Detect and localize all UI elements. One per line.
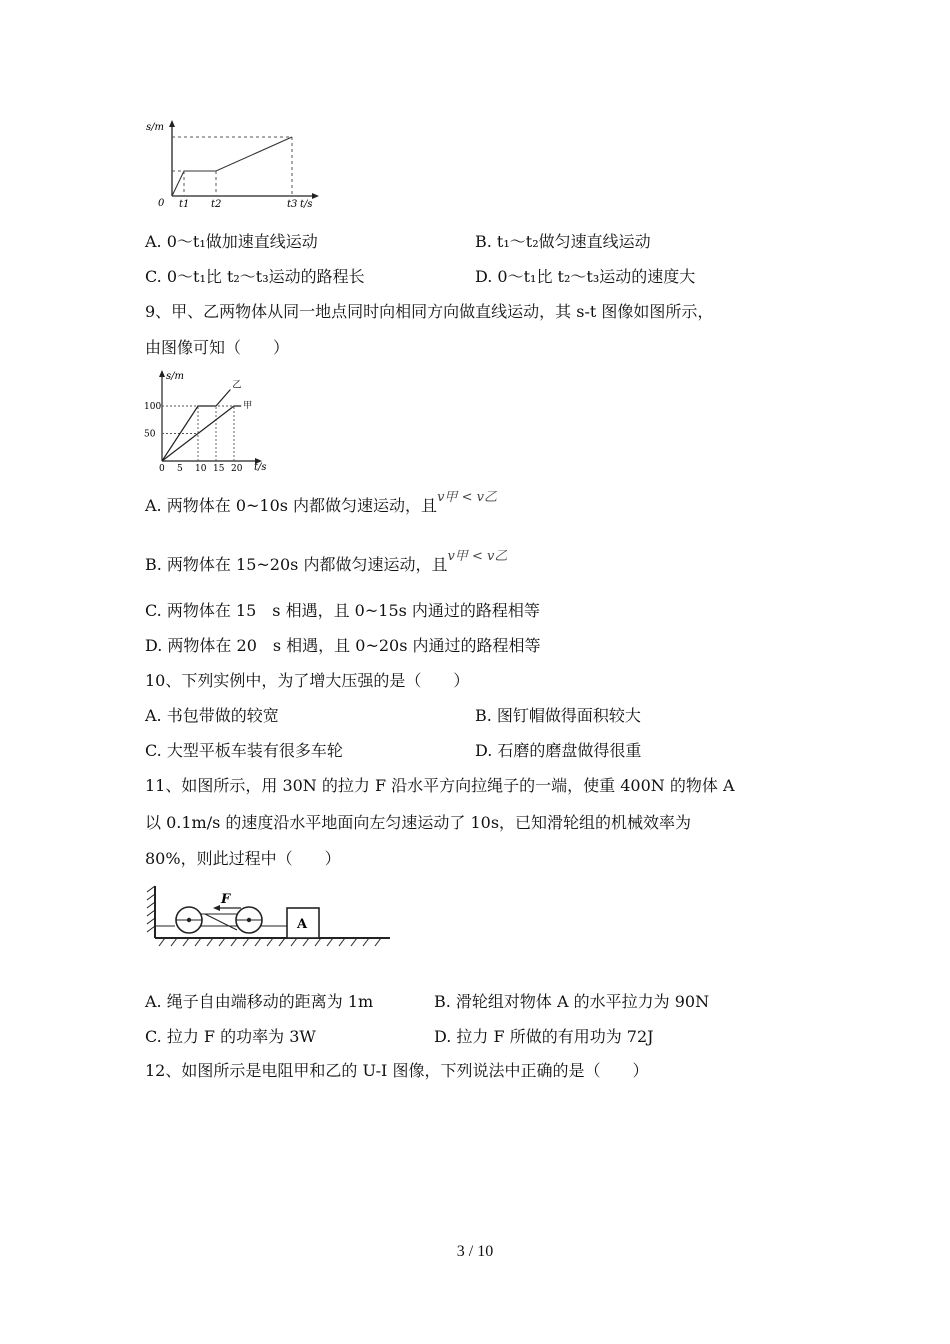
- q11-stem-line2: 以 0.1m/s 的速度沿水平地面向左匀速运动了 10s，已知滑轮组的机械效率为: [145, 813, 692, 832]
- q9-option-b[interactable]: [145, 549, 508, 577]
- q10-option-c[interactable]: C. 大型平板车装有很多车轮: [145, 741, 343, 760]
- q9-option-a-text: A. 两物体在 0~10s 内都做匀速运动，且: [145, 496, 438, 515]
- q8-option-d[interactable]: D. 0～t₁比 t₂～t₃运动的速度大: [475, 267, 696, 286]
- q10-option-a[interactable]: A. 书包带做的较宽: [145, 706, 279, 725]
- q9-option-a[interactable]: [145, 490, 497, 518]
- q10-stem: 10、下列实例中，为了增大压强的是（ ）: [145, 671, 470, 690]
- q10-option-b[interactable]: B. 图钉帽做得面积较大: [475, 706, 641, 725]
- q9-series-label-1: 甲: [243, 401, 253, 411]
- q9-stem-line1: 9、甲、乙两物体从同一地点同时向相同方向做直线运动，其 s-t 图像如图所示，: [145, 302, 714, 321]
- page-number: 3 / 10: [456, 1243, 494, 1260]
- q11-option-c[interactable]: C. 拉力 F 的功率为 3W: [145, 1027, 316, 1046]
- q11-force-label: F: [221, 892, 231, 907]
- q12-stem: 12、如图所示是电阻甲和乙的 U-I 图像，下列说法中正确的是（ ）: [145, 1061, 649, 1080]
- q11-stem-line1: 11、如图所示，用 30N 的拉力 F 沿水平方向拉绳子的一端，使重 400N 的物体 A: [145, 776, 735, 795]
- q9-y-label: s/m: [166, 371, 184, 382]
- q9-option-b-text: B. 两物体在 15~20s 内都做匀速运动，且: [145, 555, 448, 574]
- q9-x-tick-label: 5: [177, 464, 183, 474]
- q9-series-line-2: [162, 390, 230, 462]
- q9-x-tick-label: 20: [231, 464, 243, 474]
- q9-st-chart: [140, 366, 290, 476]
- v-jia-symbol: v甲 < v乙: [437, 490, 497, 505]
- q9-x-tick-label: 15: [213, 464, 225, 474]
- q9-x-label: t/s: [254, 462, 267, 473]
- v-relation-symbol: v甲 < v乙: [447, 549, 508, 564]
- fig1-tick-t2: t2: [211, 199, 222, 210]
- q11-pulley-figure: [145, 880, 395, 952]
- q9-option-d[interactable]: D. 两物体在 20 s 相遇，且 0~20s 内通过的路程相等: [145, 636, 541, 655]
- q10-option-d[interactable]: D. 石磨的磨盘做得很重: [475, 741, 642, 760]
- q8-st-graph: [140, 118, 330, 210]
- q8-option-b[interactable]: B. t₁～t₂做匀速直线运动: [475, 232, 651, 251]
- q9-y-tick-label: 100: [144, 402, 162, 412]
- q9-x-tick-label: 0: [159, 464, 165, 474]
- q9-series-label-2: 乙: [232, 380, 242, 391]
- fig1-tick-t3: t3: [287, 199, 298, 210]
- fig1-y-label: s/m: [146, 122, 164, 133]
- q9-option-c[interactable]: C. 两物体在 15 s 相遇，且 0~15s 内通过的路程相等: [145, 601, 540, 620]
- q9-stem-line2: 由图像可知（ ）: [145, 338, 290, 357]
- q9-series-line-1: [162, 406, 241, 461]
- q9-y-tick-label: 50: [144, 429, 156, 440]
- q8-option-c[interactable]: C. 0～t₁比 t₂～t₃运动的路程长: [145, 267, 365, 286]
- q8-option-a[interactable]: A. 0～t₁做加速直线运动: [145, 232, 318, 251]
- q11-option-a[interactable]: A. 绳子自由端移动的距离为 1m: [145, 992, 374, 1011]
- q11-block-label: A: [297, 917, 308, 932]
- q9-x-tick-label: 10: [195, 464, 207, 474]
- fig1-origin: 0: [158, 198, 165, 209]
- q11-option-b[interactable]: B. 滑轮组对物体 A 的水平拉力为 90N: [434, 992, 710, 1011]
- fig1-tick-t1: t1: [179, 199, 190, 210]
- fig1-x-label: t/s: [300, 199, 313, 210]
- q11-stem-line3: 80%，则此过程中（ ）: [145, 849, 341, 868]
- q11-option-d[interactable]: D. 拉力 F 所做的有用功为 72J: [434, 1027, 654, 1046]
